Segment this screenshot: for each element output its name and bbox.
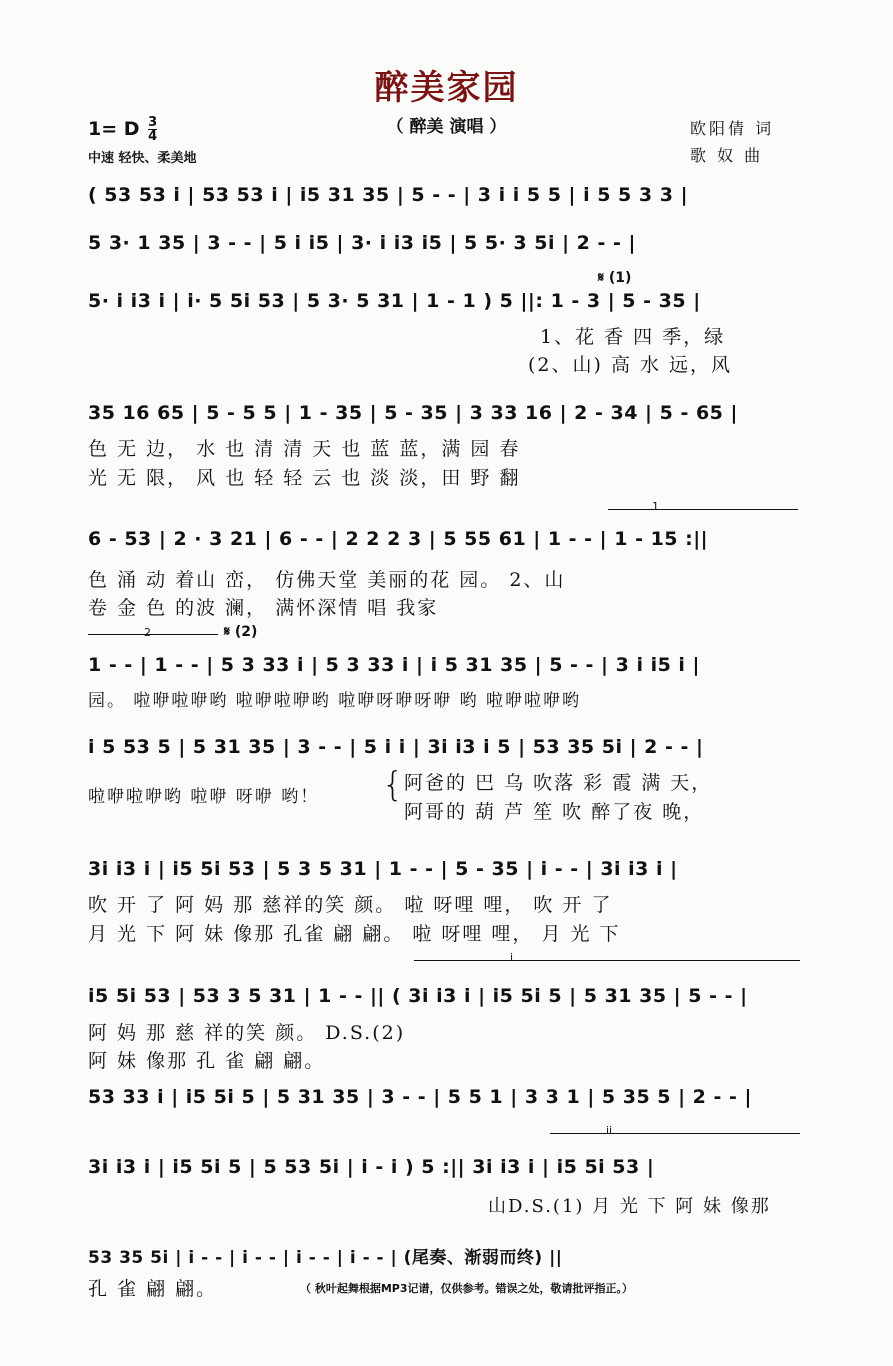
score-row-12: 53 35 5i | i - - | i - - | i - - | i - - | (尾奏、渐弱而终) || (88, 1248, 563, 1268)
score-row-2: 5 3· 1 35 | 3 - - | 5 i i5 | 3· i i3 i5 | 5 5· 3 5i | 2 - - | (88, 232, 636, 254)
volta-label-1: 1 (652, 500, 659, 513)
score-row-11: 3i i3 i | i5 5i 5 | 5 53 5i | i - i ) 5 :|| 3i i3 i | i5 5i 53 | (88, 1156, 655, 1178)
key-label: 1= D (88, 118, 140, 140)
time-signature-bottom: 4 (148, 129, 158, 144)
score-row-10: 53 33 i | i5 5i 5 | 5 31 35 | 3 - - | 5 5 1 | 3 3 1 | 5 35 5 | 2 - - | (88, 1086, 752, 1108)
score-row-8: 3i i3 i | i5 5i 53 | 5 3 5 31 | 1 - - | 5 - 35 | i - - | 3i i3 i | (88, 858, 678, 880)
score-row-5: 6 - 53 | 2 · 3 21 | 6 - - | 2 2 2 3 | 5 55 61 | 1 - - | 1 - 15 :|| (88, 528, 709, 550)
lyric-row-8-verse-1: 吹 开 了 阿 妈 那 慈祥的笑 颜。 啦 呀哩 哩， 吹 开 了 (88, 894, 613, 916)
lyric-row-7-verse-1: 阿爸的 巴 乌 吹落 彩 霞 满 天， (404, 772, 713, 794)
volta-bracket-1 (608, 509, 798, 510)
score-row-1: ( 53 53 i | 53 53 i | i5 31 35 | 5 - - | 3 i i 5 5 | i 5 5 3 3 | (88, 184, 689, 206)
lyric-row-4-verse-2: 光 无 限， 风 也 轻 轻 云 也 淡 淡，田 野 翻 (88, 467, 521, 489)
lyric-brace: { (382, 765, 404, 805)
volta-bracket-ii (550, 1133, 800, 1134)
score-row-7: i 5 53 5 | 5 31 35 | 3 - - | 5 i i | 3i i3 i 5 | 53 35 5i | 2 - - | (88, 736, 704, 758)
lyric-row-4-verse-1: 色 无 边， 水 也 清 清 天 也 蓝 蓝，满 园 春 (88, 438, 521, 460)
volta-label-2: 2 (144, 626, 151, 639)
segno-mark-2: 𝄋 (2) (224, 624, 258, 640)
score-row-4: 35 16 65 | 5 - 5 5 | 1 - 35 | 5 - 35 | 3 33 16 | 2 - 34 | 5 - 65 | (88, 402, 738, 424)
transcriber-note: （ 秋叶起舞根据MP3记谱，仅供参考。错误之处，敬请批评指正。） (300, 1282, 633, 1295)
score-row-3: 5· i i3 i | i· 5 5i 53 | 5 3· 5 31 | 1 - 1 ) 5 ||: 1 - 3 | 5 - 35 | (88, 290, 701, 312)
volta-bracket-i (414, 960, 800, 961)
lyric-row-7-chorus: 啦咿啦咿哟 啦咿 呀咿 哟！ (88, 787, 320, 807)
singer-credit: （ 醉美 演唱 ） (386, 117, 507, 137)
volta-label-ii: ii (606, 1124, 613, 1137)
lyric-row-12-verse-1: 孔 雀 翩 翩。 (88, 1278, 218, 1300)
time-signature-top: 3 (148, 115, 158, 130)
key-signature (88, 116, 157, 143)
lyric-row-11-verse-1: 山D.S.(1) 月 光 下 阿 妹 像那 (488, 1196, 771, 1217)
volta-bracket-2 (88, 634, 218, 635)
time-signature (148, 116, 157, 143)
song-title: 醉美家园 (374, 68, 519, 108)
score-row-9: i5 5i 53 | 53 3 5 31 | 1 - - || ( 3i i3 i | i5 5i 5 | 5 31 35 | 5 - - | (88, 985, 748, 1007)
tempo-marking: 中速 轻快、柔美地 (88, 151, 197, 166)
score-row-6: 1 - - | 1 - - | 5 3 33 i | 5 3 33 i | i 5 31 35 | 5 - - | 3 i i5 i | (88, 654, 700, 676)
lyric-row-6-verse-1: 园。 啦咿啦咿哟 啦咿啦咿哟 啦咿呀咿呀咿 哟 啦咿啦咿哟 (88, 691, 582, 711)
lyric-row-9-verse-2: 阿 妹 像那 孔 雀 翩 翩。 (88, 1050, 326, 1072)
composer-credit: 歌 奴 曲 (690, 146, 764, 165)
volta-label-i: i (510, 951, 514, 964)
lyric-row-3-verse-1: 1、花 香 四 季，绿 (540, 326, 726, 348)
lyric-row-9-verse-1: 阿 妈 那 慈 祥的笑 颜。 D.S.(2) (88, 1022, 406, 1044)
lyricist-credit: 欧阳倩 词 (690, 119, 775, 138)
lyric-row-3-verse-2: (2、山) 高 水 远，风 (528, 354, 733, 376)
lyric-row-5-verse-2: 卷 金 色 的波 澜， 满怀深情 唱 我家 (88, 597, 439, 619)
segno-mark-1: 𝄋 (1) (598, 270, 632, 286)
lyric-row-8-verse-2: 月 光 下 阿 妹 像那 孔雀 翩 翩。 啦 呀哩 哩， 月 光 下 (88, 923, 621, 945)
lyric-row-7-verse-2: 阿哥的 葫 芦 笙 吹 醉了夜 晚， (404, 801, 705, 823)
lyric-row-5-verse-1: 色 涌 动 着山 峦， 仿佛天堂 美丽的花 园。 2、山 (88, 569, 566, 591)
